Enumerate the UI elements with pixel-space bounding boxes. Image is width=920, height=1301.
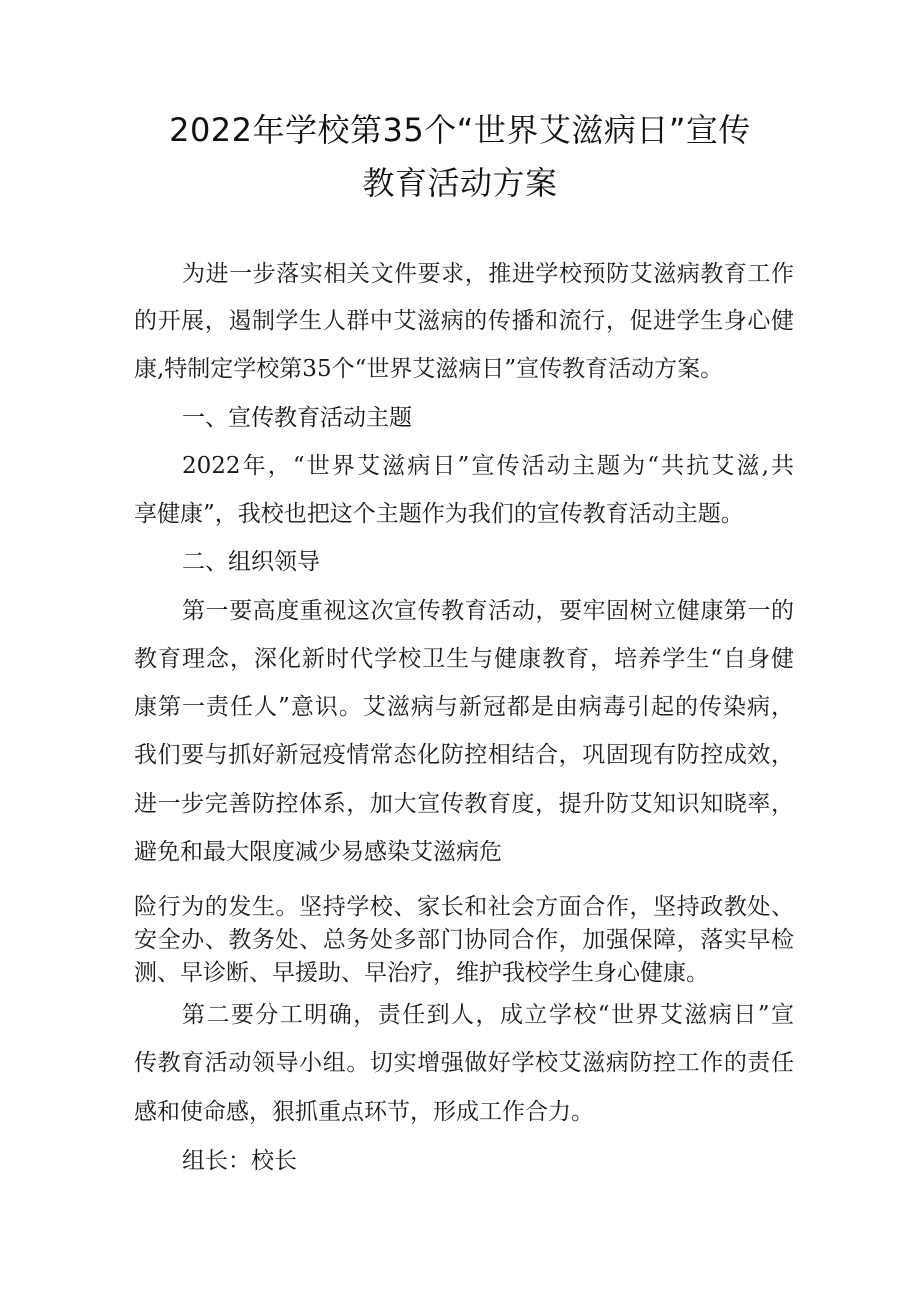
section-2-para-1-line-6: 避免和最大限度减少易感染艾滋病危: [134, 839, 502, 865]
section-2-para-1-cont-line-1: 险行为的发生。坚持学校、家长和社会方面合作，坚持政教处、: [134, 894, 794, 920]
section-2-para-1-line-5: 进一步完善防控体系，加大宣传教育度，提升防艾知识知晓率，: [134, 791, 794, 817]
document-title-line-2: 教育活动方案: [362, 164, 558, 202]
section-2-para-1-line-1: 第一要高度重视这次宣传教育活动，要牢固树立健康第一的: [182, 598, 794, 624]
intro-line-3: 康,特制定学校第35个“世界艾滋病日”宣传教育活动方案。: [134, 356, 724, 382]
section-2-para-1-cont-line-3: 测、早诊断、早援助、早治疗，维护我校学生身心健康。: [134, 960, 709, 986]
document-title-line-1: 2022年学校第35个“世界艾滋病日”宣传: [169, 111, 751, 149]
section-2-para-1-cont-line-2: 安全办、教务处、总务处多部门协同合作，加强保障，落实早检: [134, 927, 794, 953]
intro-line-2: 的开展，遏制学生人群中艾滋病的传播和流行，促进学生身心健: [134, 308, 794, 334]
section-1-line-2: 享健康”，我校也把这个主题作为我们的宣传教育活动主题。: [134, 501, 744, 527]
intro-line-1: 为进一步落实相关文件要求，推进学校预防艾滋病教育工作: [182, 261, 794, 287]
section-2-para-2-line-1: 第二要分工明确，责任到人，成立学校“世界艾滋病日”宣: [182, 1002, 794, 1028]
section-1-line-1: 2022年，“世界艾滋病日”宣传活动主题为“共抗艾滋,共: [182, 453, 794, 479]
section-2-para-2-line-3: 感和使命感，狠抓重点环节，形成工作合力。: [134, 1099, 594, 1125]
section-2-para-1-line-3: 康第一责任人”意识。艾滋病与新冠都是由病毒引起的传染病，: [134, 694, 794, 720]
section-2-para-1-line-4: 我们要与抓好新冠疫情常态化防控相结合，巩固现有防控成效，: [134, 742, 794, 768]
section-1-heading: 一、宣传教育活动主题: [182, 405, 412, 431]
leader-line: 组长：校长: [182, 1148, 297, 1174]
section-2-para-2-line-2: 传教育活动领导小组。切实增强做好学校艾滋病防控工作的责任: [134, 1050, 794, 1076]
section-2-heading: 二、组织领导: [182, 549, 320, 575]
section-2-para-1-line-2: 教育理念，深化新时代学校卫生与健康教育，培养学生“自身健: [134, 646, 794, 672]
